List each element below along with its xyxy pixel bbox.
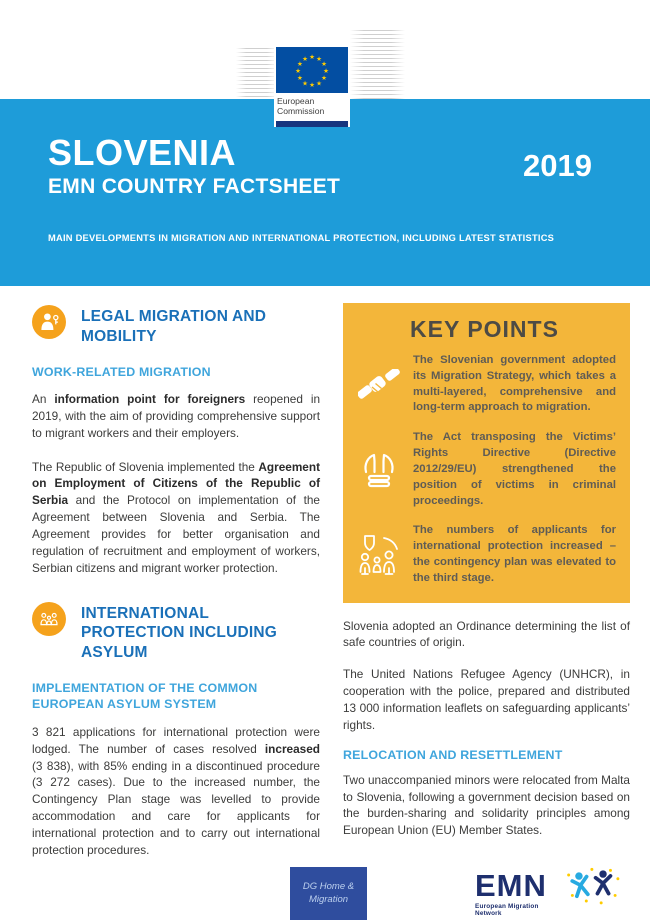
svg-text:★: ★ — [309, 53, 315, 62]
ceas-implementation-subhead: IMPLEMENTATION OF THE COMMON EUROPEAN ASYLUM SYSTEM — [32, 681, 258, 712]
star-people-icon — [564, 866, 625, 910]
key-point-item — [353, 430, 616, 509]
legal-migration-paragraph-2: The Republic of Slovenia implemented the Agreement on Employment of Citizens of the Republic of Serbia and the Protocol on implementation of the Agreement between Slovenia and Serbia. The Agreement provides for better organisation and regulation of recruitment and employment of workers, Serbian citizens and migrant worker protection. — [32, 459, 320, 575]
unhcr-paragraph: The United Nations Refugee Agency (UNHCR), in cooperation with the police, prepared and distributed 13 000 information leaflets on safeguarding applicants’ rights. — [343, 667, 630, 732]
key-point-text-3: The numbers of applicants for international protection increased – the contingency plan was elevated to the third stage. — [413, 524, 616, 584]
country-title: SLOVENIA — [48, 132, 237, 173]
dg-home-migration-box — [290, 867, 367, 920]
header-band — [0, 99, 650, 286]
svg-text:★: ★ — [321, 74, 328, 83]
international-protection-section-header — [32, 602, 320, 663]
year-label: 2019 — [523, 148, 592, 183]
key-point-item — [353, 353, 616, 416]
legal-migration-section-header — [32, 305, 320, 347]
ec-logo-bar — [276, 121, 348, 127]
international-protection-heading: INTERNATIONAL PROTECTION INCLUDING ASYLUM — [81, 604, 278, 662]
european-commission-logo — [274, 45, 350, 127]
ec-label — [276, 93, 348, 121]
key-point-item — [353, 523, 616, 586]
svg-text:★: ★ — [296, 74, 303, 83]
key-point-text-1: The Slovenian government adopted its Migration Strategy, which takes a multi-layered, comprehensive and long-term approach to migration. — [413, 354, 616, 414]
relocation-paragraph: Two unaccompanied minors were relocated from Malta to Slovenia, following a government decision based on the burden-sharing and solidarity principles among European Union (EU) Member States. — [343, 772, 630, 838]
masthead-deco-lines-right — [350, 30, 405, 99]
left-column — [32, 305, 320, 876]
svg-text:★: ★ — [302, 55, 308, 64]
eu-flag-icon — [276, 47, 348, 93]
open-hands-icon — [353, 452, 405, 488]
family-group-icon — [32, 602, 66, 636]
svg-text:★: ★ — [302, 79, 308, 88]
svg-text:★: ★ — [323, 67, 329, 76]
right-column — [343, 303, 630, 839]
svg-text:★: ★ — [321, 60, 328, 69]
person-with-key-icon — [32, 305, 66, 339]
key-points-box — [343, 303, 630, 603]
svg-text:★: ★ — [296, 60, 303, 69]
work-related-migration-subhead: WORK-RELATED MIGRATION — [32, 364, 211, 379]
svg-text:★: ★ — [309, 81, 315, 90]
emn-logo — [475, 870, 625, 917]
key-point-text-2: The Act transposing the Victims’ Rights Directive (Directive 2012/29/EU) strengthened the position of victims in criminal proceedings. — [413, 431, 616, 507]
legal-migration-heading: LEGAL MIGRATION AND MOBILITY — [81, 308, 267, 345]
legal-migration-paragraph-1: An information point for foreigners reopened in 2019, with the aim of providing comprehensive support to migrant workers and their employers. — [32, 392, 321, 440]
emn-tagline: European Migration Network — [475, 903, 539, 917]
dg-home-migration-label: DG Home & Migration — [302, 880, 355, 905]
handshake-icon — [353, 369, 405, 401]
svg-text:★: ★ — [316, 55, 322, 64]
header-subtitle: MAIN DEVELOPMENTS IN MIGRATION AND INTERNATIONAL PROTECTION, INCLUDING LATEST STATISTICS — [48, 233, 555, 243]
international-protection-paragraph-1: 3 821 applications for international protection were lodged. The number of cases resolved increased (3 838), with 85% ending in a discontinued procedure (3 272 cases). Due to the increased number, the Contingency Plan stage was levelled to provide accommodation and care for applicants for international protection and to carry out international protection procedures. — [32, 724, 320, 857]
emn-acronym: EMN — [475, 868, 547, 903]
svg-text:★: ★ — [316, 79, 322, 88]
svg-text:★: ★ — [295, 67, 301, 76]
key-points-title: KEY POINTS — [410, 316, 559, 342]
ec-label-line2: Commission — [277, 106, 325, 117]
ec-label-line1: European — [277, 96, 315, 106]
relocation-resettlement-subhead: RELOCATION AND RESETTLEMENT — [343, 747, 563, 762]
document-title: EMN COUNTRY FACTSHEET — [48, 175, 341, 198]
family-shield-icon — [353, 534, 405, 576]
masthead-deco-lines-left — [236, 48, 277, 99]
safe-countries-paragraph: Slovenia adopted an Ordinance determining the list of safe countries of origin. — [343, 618, 630, 650]
